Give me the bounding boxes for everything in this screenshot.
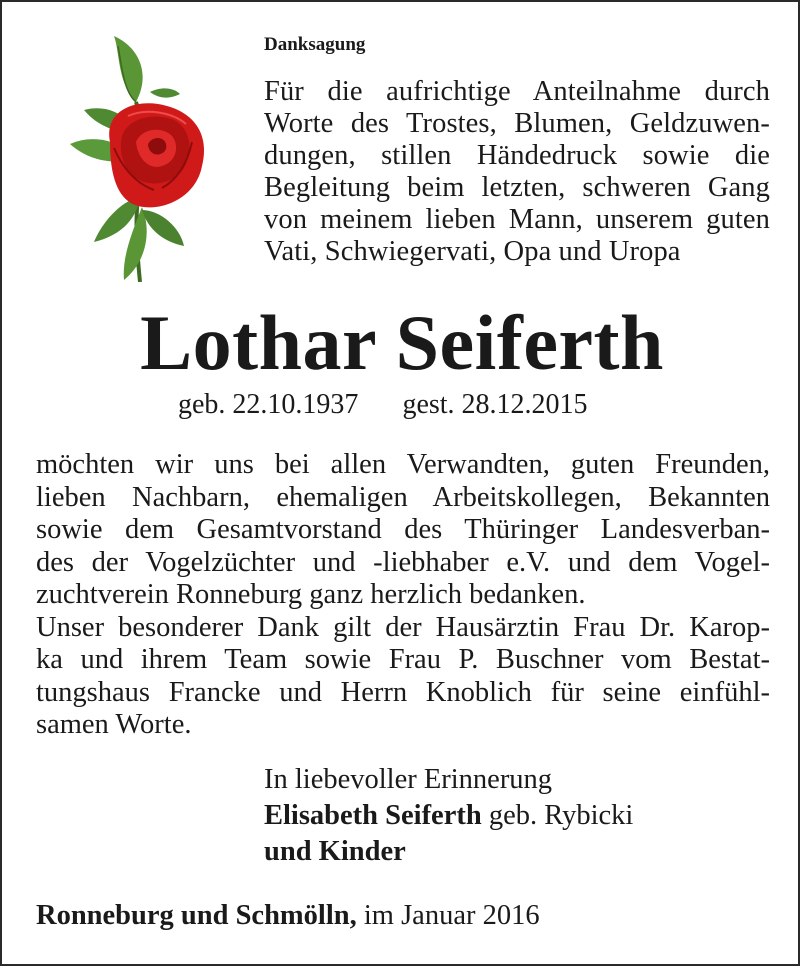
- signer-line: [264, 798, 633, 834]
- birth-date: geb. 22.10.1937: [178, 389, 359, 420]
- intro-line: von meinem lieben Mann, unserem guten: [264, 204, 770, 235]
- intro-line: dungen, stillen Händedruck sowie die: [264, 140, 770, 171]
- intro-line: Worte des Trostes, Blumen, Geldzuwen-: [264, 108, 770, 139]
- intro-text: [264, 76, 770, 268]
- death-date: gest. 28.12.2015: [402, 389, 588, 420]
- body-line: samen Worte.: [36, 709, 192, 740]
- body-line: tungshaus Francke und Herrn Knoblich für seine einfühl-: [36, 676, 770, 708]
- life-dates: [178, 389, 588, 421]
- closing-line: In liebevoller Erinnerung: [264, 764, 553, 795]
- rose-icon: [62, 32, 222, 282]
- signer-name: Elisabeth Seiferth: [264, 800, 482, 831]
- heading: Danksagung: [264, 34, 366, 55]
- body-text: [36, 449, 770, 742]
- deceased-name: Lothar Seiferth: [140, 299, 664, 386]
- body-line: Unser besonderer Dank gilt der Hausärztin Frau Dr. Karop-: [36, 611, 770, 643]
- intro-line: Vati, Schwiegervati, Opa und Uropa: [264, 236, 681, 267]
- body-line: sowie dem Gesamtvorstand des Thüringer Landesverban-: [36, 514, 770, 545]
- intro-line: Für die aufrichtige Anteilnahme durch: [264, 76, 770, 107]
- closing-children: und Kinder: [264, 836, 406, 867]
- signer-maiden-name: geb. Rybicki: [481, 800, 634, 831]
- closing-block: [264, 762, 633, 870]
- body-line: möchten wir uns bei allen Verwandten, guten Freunden,: [36, 449, 770, 480]
- intro-line: Begleitung beim letzten, schweren Gang: [264, 172, 770, 203]
- body-line: des der Vogelzüchter und -liebhaber e.V. und dem Vogel-: [36, 546, 770, 578]
- month-year: im Januar 2016: [356, 900, 540, 931]
- body-line: lieben Nachbarn, ehemaligen Arbeitskollegen, Bekannten: [36, 481, 770, 513]
- place-name: Ronneburg und Schmölln,: [36, 900, 357, 931]
- body-line: zuchtverein Ronneburg ganz herzlich bedanken.: [36, 579, 586, 610]
- place-date: [36, 900, 540, 932]
- body-line: ka und ihrem Team sowie Frau P. Buschner vom Bestat-: [36, 644, 770, 675]
